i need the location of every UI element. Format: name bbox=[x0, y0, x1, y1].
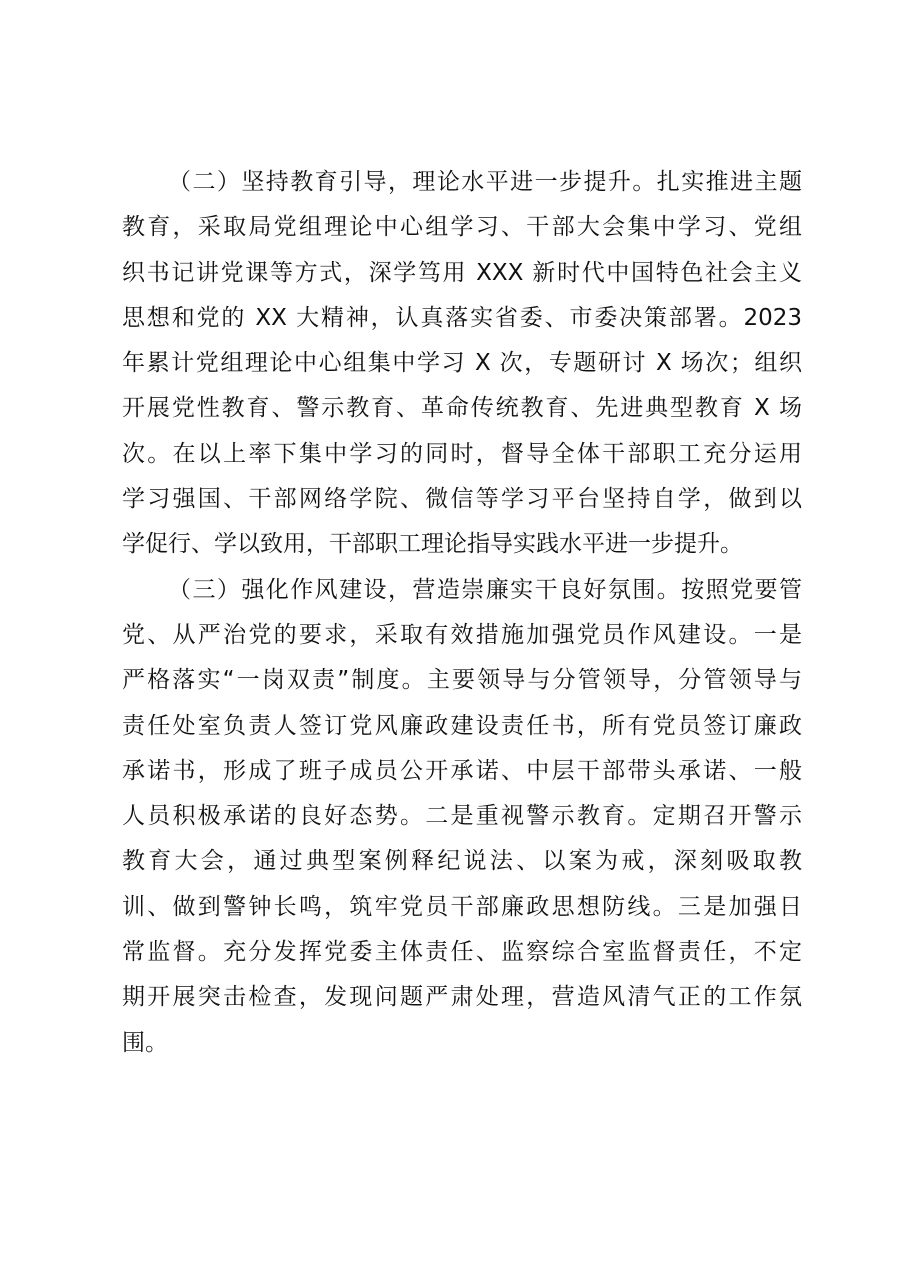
text-line: 常监督。充分发挥党委主体责任、监察综合室监督责任，不定 bbox=[122, 939, 802, 966]
text-line: 训、做到警钟长鸣，筑牢党员干部廉政思想防线。三是加强日 bbox=[122, 893, 802, 920]
text-line: 学习强国、干部网络学院、微信等学习平台坚持自学，做到以 bbox=[122, 486, 802, 513]
text-line: 次。在以上率下集中学习的同时，督导全体干部职工充分运用 bbox=[122, 440, 802, 467]
text-line: 严格落实“一岗双责”制度。主要领导与分管领导，分管领导与 bbox=[122, 667, 802, 694]
text-line: 承诺书，形成了班子成员公开承诺、中层干部带头承诺、一般 bbox=[122, 757, 802, 784]
text-line: （二）坚持教育引导，理论水平进一步提升。扎实推进主题 bbox=[168, 169, 802, 195]
document-body bbox=[122, 160, 802, 1066]
paragraph-work-style bbox=[122, 568, 802, 1066]
text-line: 围。 bbox=[122, 1029, 168, 1056]
text-line: 学促行、学以致用，干部职工理论指导实践水平进一步提升。 bbox=[122, 531, 743, 558]
text-line: 责任处室负责人签订党风廉政建设责任书，所有党员签订廉政 bbox=[122, 712, 802, 739]
text-line: 党、从严治党的要求，采取有效措施加强党员作风建设。一是 bbox=[122, 621, 802, 648]
text-line: 教育大会，通过典型案例释纪说法、以案为戒，深刻吸取教 bbox=[122, 848, 802, 875]
text-line: 期开展突击检查，发现问题严肃处理，营造风清气正的工作氛 bbox=[122, 984, 802, 1011]
text-line: 人员积极承诺的良好态势。二是重视警示教育。定期召开警示 bbox=[122, 803, 802, 830]
text-line: 思想和党的 XX 大精神，认真落实省委、市委决策部署。2023 bbox=[122, 304, 802, 331]
text-line: 教育，采取局党组理论中心组学习、干部大会集中学习、党组 bbox=[122, 214, 802, 241]
text-line: （三）强化作风建设，营造崇廉实干良好氛围。按照党要管 bbox=[168, 576, 802, 603]
paragraph-education-guidance bbox=[122, 160, 802, 568]
text-line: 织书记讲党课等方式，深学笃用 XXX 新时代中国特色社会主义 bbox=[122, 259, 802, 286]
text-line: 年累计党组理论中心组集中学习 X 次，专题研讨 X 场次；组织 bbox=[122, 350, 802, 377]
text-line: 开展党性教育、警示教育、革命传统教育、先进典型教育 X 场 bbox=[122, 395, 802, 422]
